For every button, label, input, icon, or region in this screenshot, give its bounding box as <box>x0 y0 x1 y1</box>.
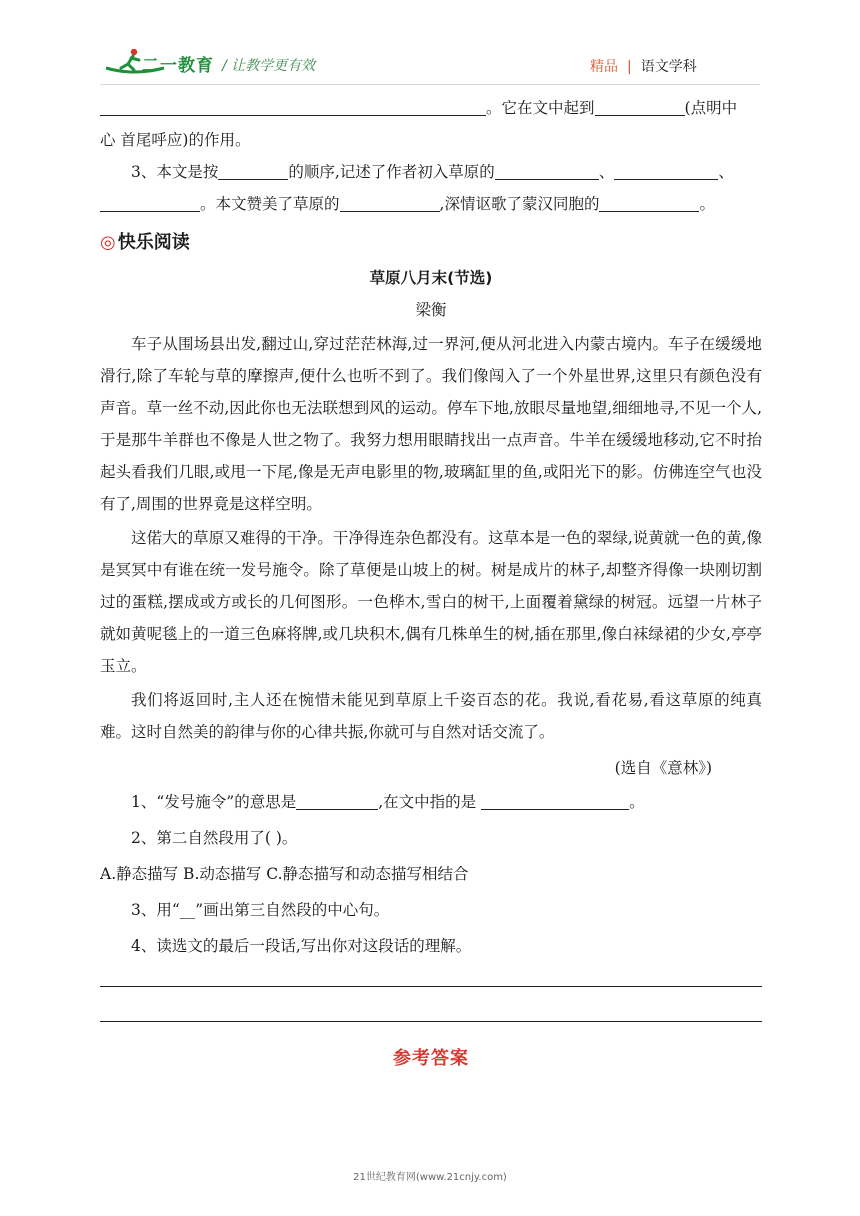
answer-blank[interactable] <box>100 193 200 212</box>
answer-blank[interactable] <box>100 97 486 116</box>
answer-blank[interactable] <box>495 161 599 180</box>
question-text: 3、本文是按 <box>131 163 219 181</box>
question-line: 心 首尾呼应)的作用。 <box>100 131 251 149</box>
circle-bullet-icon: ◎ <box>100 232 116 253</box>
question-text: ,在文中指的是 <box>378 793 477 811</box>
slogan: / 让教学更有效 <box>222 58 316 74</box>
question-text: 。 <box>629 793 645 811</box>
brand-name: 二一教育 <box>142 56 214 76</box>
question-2-options: A.静态描写 B.动态描写 C.静态描写和动态描写相结合 <box>100 865 469 883</box>
header-separator: | <box>627 59 632 75</box>
header-right <box>590 56 697 76</box>
article-paragraph: 车子从围场县出发,翻过山,穿过茫茫林海,过一界河,便从河北进入内蒙古境内。车子在缓缓地滑行,除了车轮与草的摩擦声,便什么也听不到了。我们像闯入了一个外星世界,这里只有颜色没有声音。草一丝不动,因此你也无法联想到风的运动。停车下地,放眼尽量地望,细细地寻,不见一个人,于是那牛羊群也不像是人世之物了。我努力想用眼睛找出一点声音。牛羊在缓缓地移动,它不时抬起头看我们几眼,或甩一下尾,像是无声电影里的物,玻璃缸里的鱼,或阳光下的影。仿佛连空气也没有了,周围的世界竟是这样空明。 <box>100 335 762 513</box>
article-paragraph: 我们将返回时,主人还在惋惜未能见到草原上千姿百态的花。我说,看花易,看这草原的纯真难。这时自然美的韵律与你的心律共振,你就可与自然对话交流了。 <box>100 691 762 741</box>
question-text: 、 <box>718 163 734 181</box>
question-line <box>100 92 762 124</box>
question-2: 2、第二自然段用了( )。 <box>131 829 298 847</box>
answer-line[interactable] <box>100 1021 762 1022</box>
answer-key-heading: 参考答案 <box>393 1048 469 1069</box>
quality-tag: 精品 <box>590 59 618 75</box>
article-source: (选自《意林》) <box>614 759 712 777</box>
article-author: 梁衡 <box>415 301 447 319</box>
question-1 <box>100 784 762 820</box>
article-paragraph: 这偌大的草原又难得的干净。干净得连杂色都没有。这草本是一色的翠绿,说黄就一色的黄,像是冥冥中有谁在统一发号施令。除了草便是山坡上的树。树是成片的林子,却整齐得像一块刚切割过的蛋糕,摆成或方或长的几何图形。一色桦木,雪白的树干,上面覆着黛绿的树冠。远望一片林子就如黄呢毯上的一道三色麻将牌,或几块积木,偶有几株单生的树,插在那里,像白袜绿裙的少女,亭亭玉立。 <box>100 529 762 675</box>
header-divider <box>100 84 760 85</box>
subject-label: 语文学科 <box>640 59 697 75</box>
question-4: 4、读选文的最后一段话,写出你对这段话的理解。 <box>131 937 472 955</box>
page-content <box>100 92 762 1070</box>
question-3-text: 3、用“__”画出第三自然段的中心句。 <box>131 901 390 919</box>
question-text: 的顺序,记述了作者初入草原的 <box>288 163 495 181</box>
section-heading <box>100 228 762 258</box>
question-text: 。 <box>699 195 715 213</box>
question-text: 。它在文中起到 <box>486 99 595 117</box>
article-title: 草原八月末(节选) <box>369 269 493 287</box>
question-text: ,深情讴歌了蒙汉同胞的 <box>439 195 600 213</box>
question-text: (点明中 <box>684 99 738 117</box>
answer-blank[interactable] <box>599 193 699 212</box>
answer-blank[interactable] <box>218 161 288 180</box>
answer-blank[interactable] <box>595 97 685 116</box>
question-text: 、 <box>598 163 615 181</box>
question-3-cont <box>100 188 762 220</box>
question-3 <box>100 156 762 188</box>
page-header <box>0 0 860 90</box>
question-text: 。本文赞美了草原的 <box>200 195 340 213</box>
answer-blank[interactable] <box>614 161 718 180</box>
answer-line[interactable] <box>100 986 762 987</box>
section-label: 快乐阅读 <box>117 232 190 253</box>
page-footer: 21世纪教育网(www.21cnjy.com) <box>353 1172 507 1183</box>
question-text: 1、“发号施令”的意思是 <box>131 793 297 811</box>
answer-blank[interactable] <box>340 193 440 212</box>
answer-blank[interactable] <box>296 791 378 810</box>
answer-blank[interactable] <box>481 791 629 810</box>
